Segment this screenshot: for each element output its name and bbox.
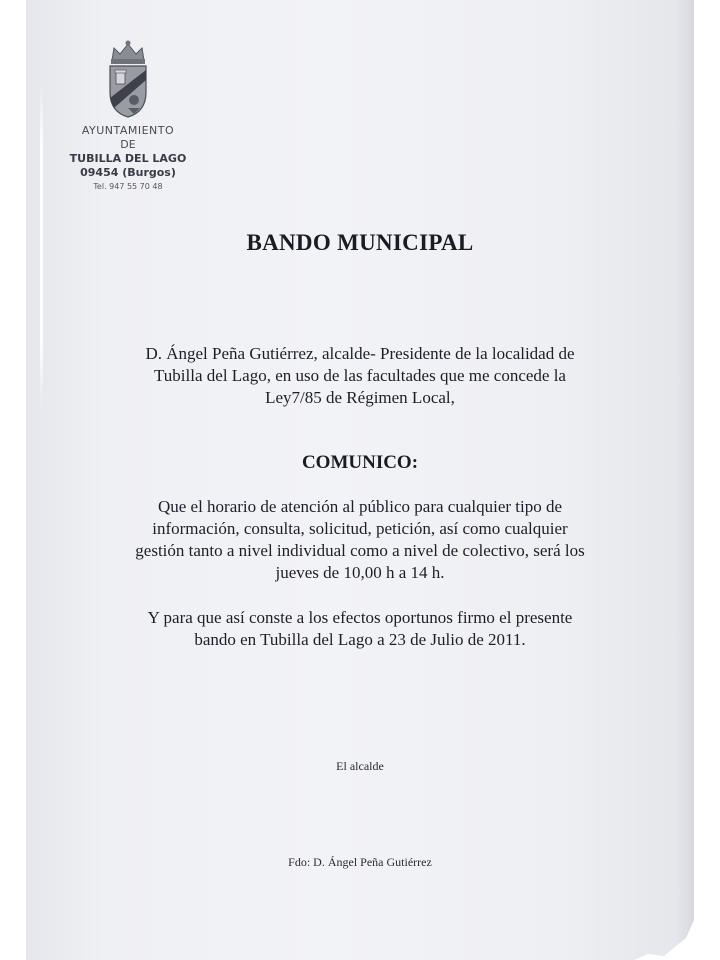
letterhead-phone: Tel. 947 55 70 48 <box>93 182 163 191</box>
document-title: BANDO MUNICIPAL <box>246 230 474 255</box>
schedule-line: Que el horario de atención al público para cualquier tipo de <box>157 497 563 516</box>
signer-title: El alcalde <box>336 759 384 773</box>
closing-line: Y para que así conste a los efectos oportunos firmo el presente <box>147 608 573 627</box>
schedule-paragraph <box>26 496 694 584</box>
schedule-line: gestión tanto a nivel individual como a nivel de colectivo, será los <box>135 541 585 560</box>
closing-line: bando en Tubilla del Lago a 23 de Julio de 2011. <box>194 630 526 649</box>
torn-corner <box>634 920 694 960</box>
intro-line: Tubilla del Lago, en uso de las facultades que me concede la <box>154 366 566 385</box>
coat-of-arms-icon <box>106 38 150 118</box>
paper-edge-shadow <box>676 0 694 960</box>
intro-line: D. Ángel Peña Gutiérrez, alcalde- Presidente de la localidad de <box>145 344 575 363</box>
intro-line: Ley7/85 de Régimen Local, <box>265 388 455 407</box>
schedule-line: jueves de 10,00 h a 14 h. <box>275 563 445 582</box>
letterhead-postal-code: 09454 (Burgos) <box>80 166 176 179</box>
letterhead-line: AYUNTAMIENTO <box>81 124 175 137</box>
closing-paragraph <box>26 607 694 651</box>
schedule-line: información, consulta, solicitud, petición, así como cualquier <box>152 519 568 538</box>
intro-paragraph <box>26 343 694 409</box>
letterhead-town: TUBILLA DEL LAGO <box>69 152 187 165</box>
letterhead-line: DE <box>120 138 136 151</box>
municipality-letterhead <box>66 124 190 194</box>
comunico-heading: COMUNICO: <box>301 452 419 473</box>
signature-line: Fdo: D. Ángel Peña Gutiérrez <box>288 855 432 869</box>
document-page <box>26 0 694 960</box>
